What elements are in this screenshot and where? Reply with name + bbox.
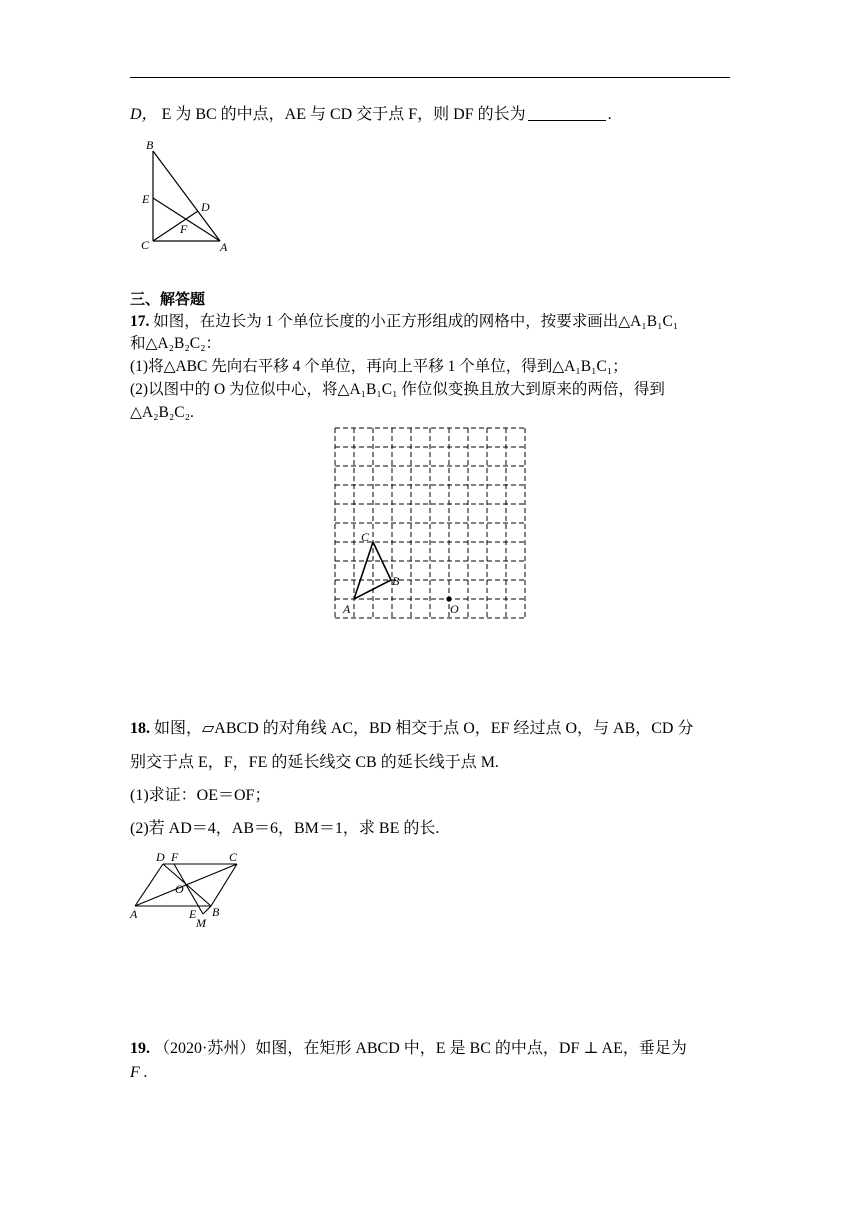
label-A: A — [343, 602, 351, 616]
q19-stem: （2020·苏州）如图，在矩形 ABCD 中，E 是 BC 的中点，DF ⊥ AE，垂足为 — [154, 1040, 687, 1057]
q18-item1: (1)求证：OE＝OF； — [130, 787, 271, 804]
label-M: M — [196, 916, 206, 930]
section-title: 三、解答题 — [130, 290, 206, 308]
q19-line2: F . — [130, 1064, 148, 1081]
q18-stem: 如图，▱ABCD 的对角线 AC，BD 相交于点 O，EF 经过点 O，与 AB，CD 分 — [154, 720, 694, 737]
segment-CD — [153, 211, 198, 241]
label-C: C — [361, 530, 370, 544]
q18-line1 — [130, 718, 693, 740]
label-C: C — [141, 238, 150, 252]
q19-number: 19. — [130, 1040, 150, 1057]
label-B: B — [392, 574, 400, 588]
figure-18-parallelogram — [125, 846, 255, 934]
q17-line2: 和△A₂B₂C₂： — [130, 335, 222, 352]
point-O — [446, 596, 451, 601]
label-B: B — [146, 138, 154, 152]
label-D: D — [156, 850, 165, 864]
diagonal-BD — [163, 864, 211, 906]
q16-text — [130, 104, 612, 126]
q17-line1 — [130, 310, 678, 333]
q18-line2: 别交于点 E，F，FE 的延长线交 CB 的延长线于点 M. — [130, 754, 499, 771]
label-B: B — [212, 905, 220, 919]
q16-pre: D， — [130, 106, 158, 123]
q16-end: . — [607, 106, 612, 123]
q17-number: 17. — [130, 313, 150, 330]
q17-item2a: (2)以图中的 O 为位似中心，将△A₁B₁C₁ 作位似变换且放大到原来的两倍，得到 — [130, 381, 665, 398]
q18-number: 18. — [130, 720, 150, 737]
q18-item2: (2)若 AD＝4，AB＝6，BM＝1，求 BE 的长. — [130, 820, 440, 837]
label-F: F — [180, 222, 188, 236]
dashed-grid — [335, 428, 525, 618]
q19-line1 — [130, 1038, 687, 1060]
q17-stem: 如图，在边长为 1 个单位长度的小正方形组成的网格中，按要求画出△A₁B₁C₁ — [153, 313, 679, 330]
segment-BC — [211, 864, 237, 906]
figure-16-triangle — [130, 135, 250, 260]
header-rule — [130, 77, 730, 78]
q17-item2b: △A₂B₂C₂. — [130, 404, 194, 421]
q16-body: E 为 BC 的中点，AE 与 CD 交于点 F，则 DF 的长为 — [161, 106, 526, 123]
segment-MB — [203, 906, 211, 914]
label-F: F — [171, 850, 179, 864]
label-D: D — [201, 200, 210, 214]
label-O: O — [450, 602, 459, 616]
label-O: O — [175, 882, 184, 896]
q17-item1: (1)将△ABC 先向右平移 4 个单位，再向上平移 1 个单位，得到△A₁B₁C₁； — [130, 358, 628, 375]
label-A: A — [220, 240, 228, 254]
label-A: A — [130, 907, 138, 921]
label-C: C — [229, 850, 238, 864]
answer-blank — [528, 104, 606, 121]
label-E: E — [142, 192, 150, 206]
figure-17-grid — [325, 420, 535, 626]
label-E: E — [189, 907, 197, 921]
